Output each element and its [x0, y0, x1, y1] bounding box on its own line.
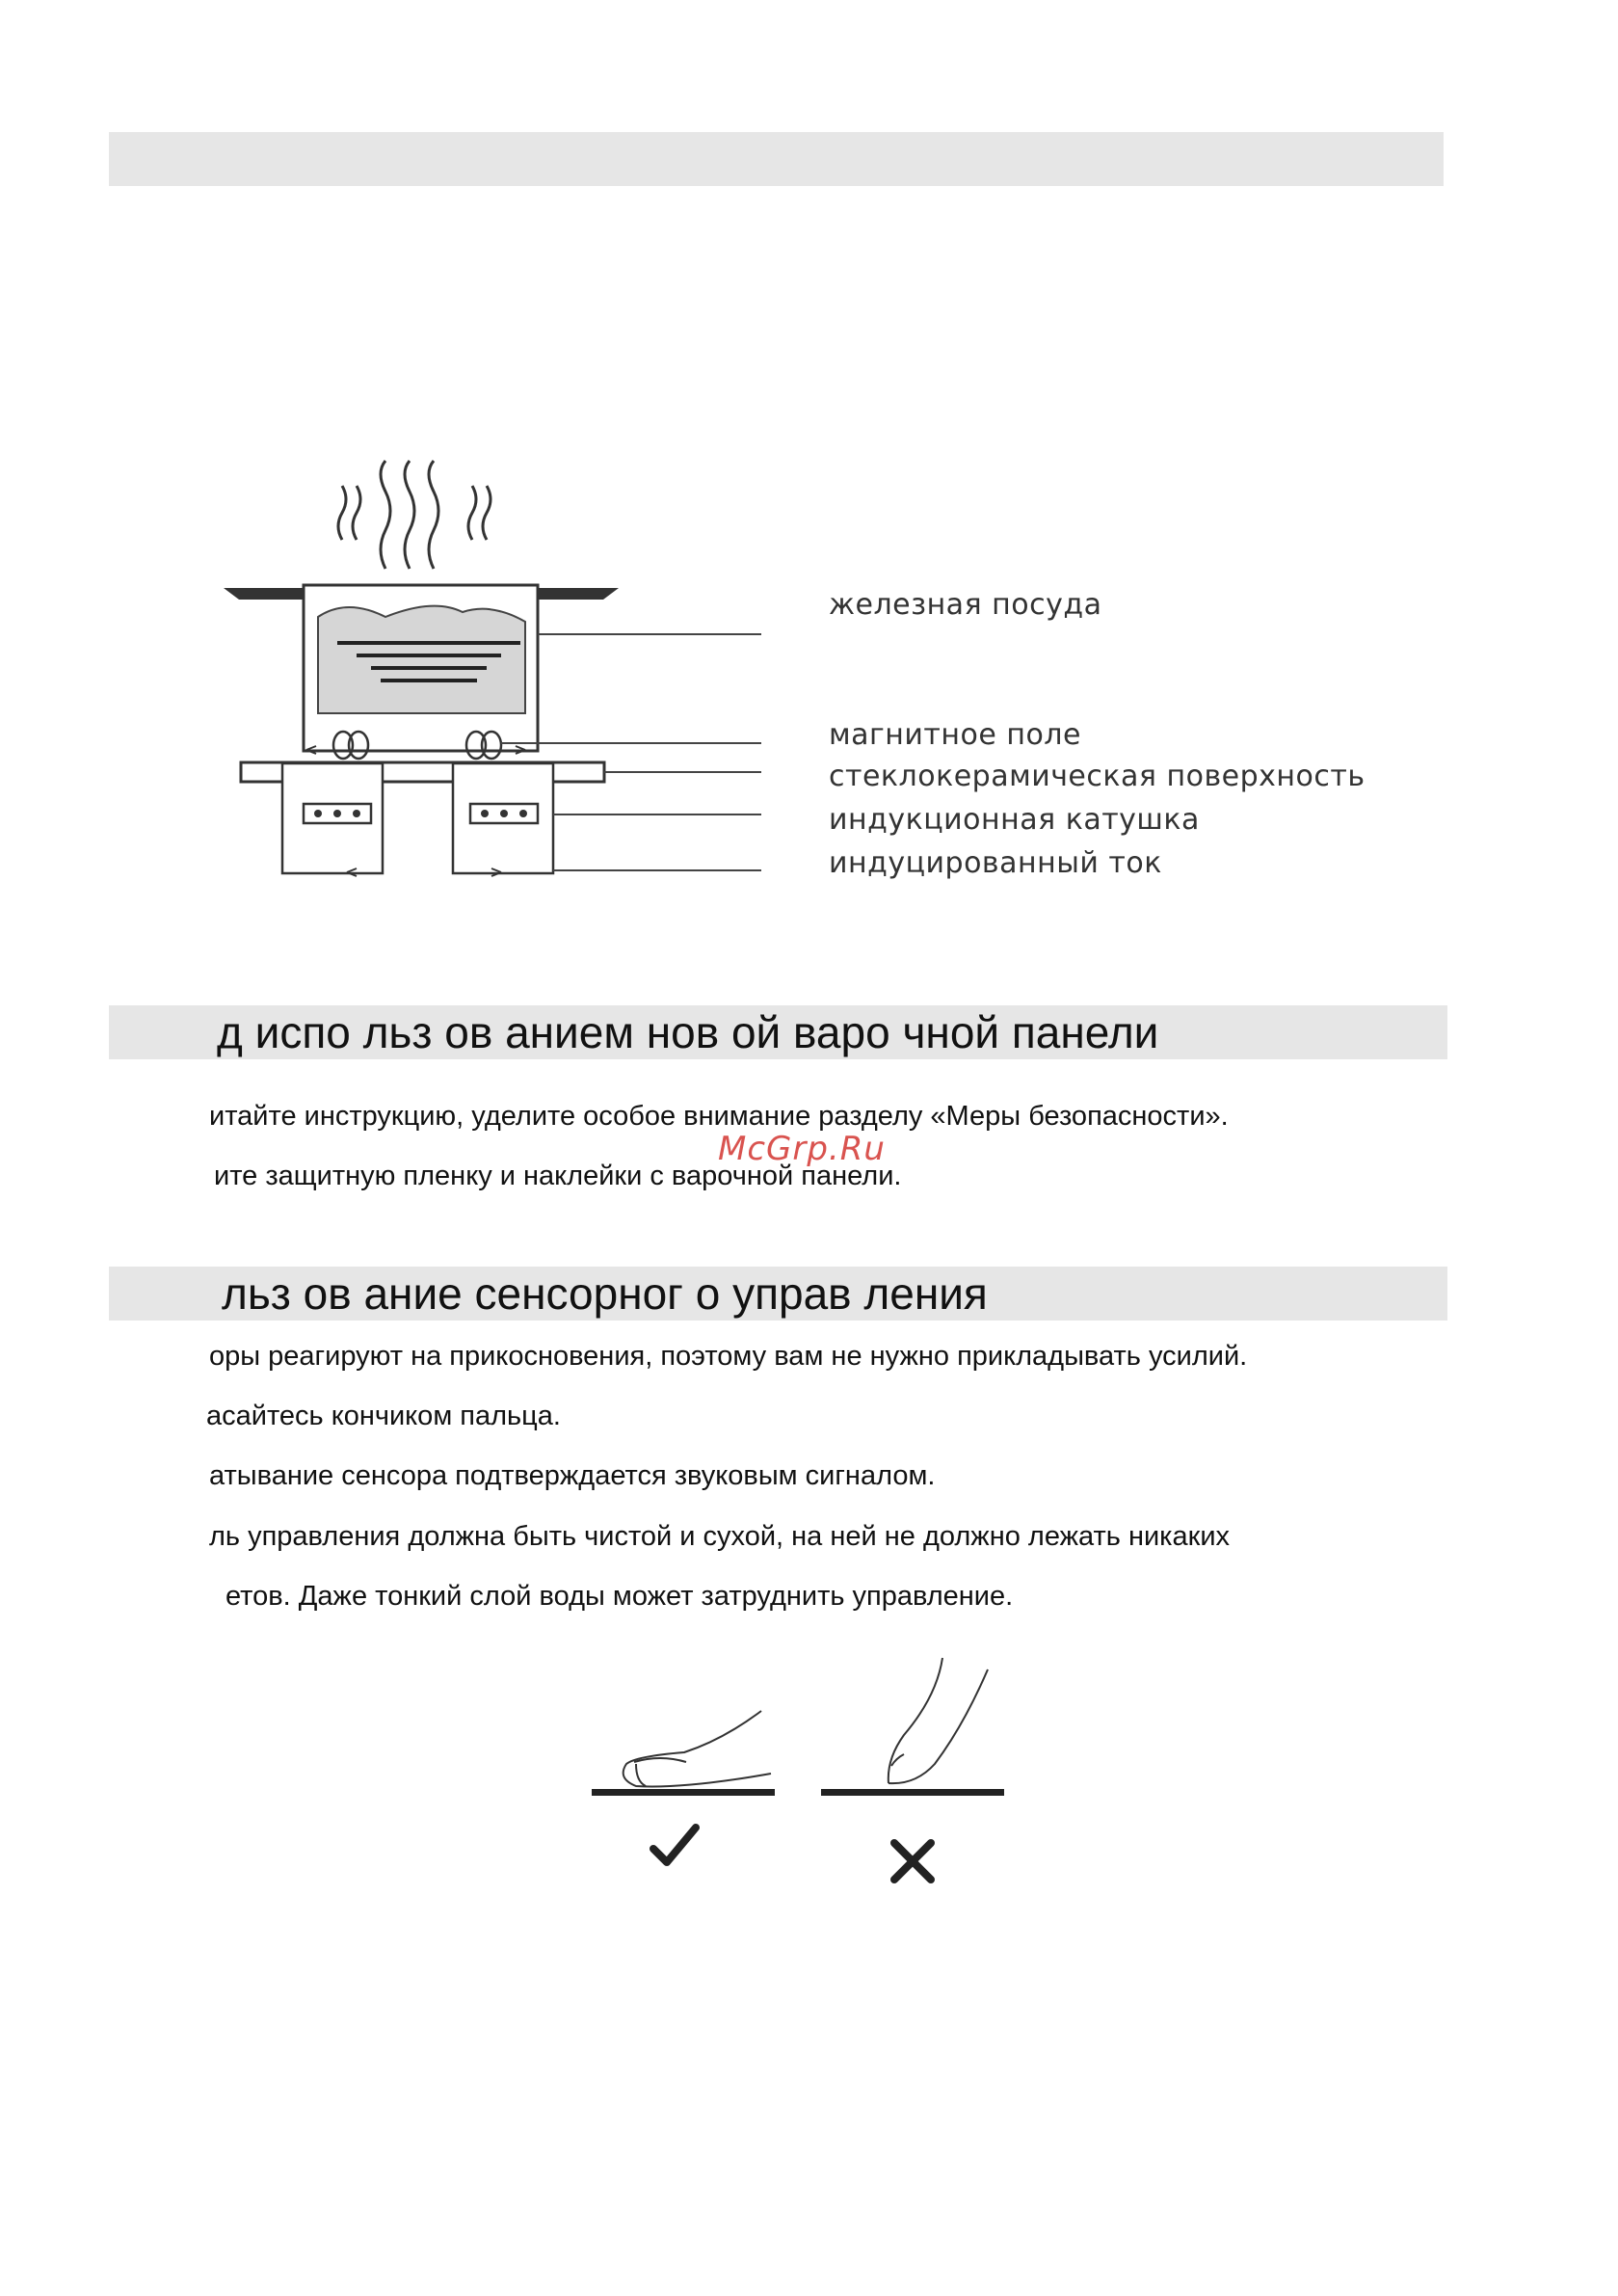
surface-line-right: [821, 1789, 1004, 1796]
label-iron-cookware: железная посуда: [829, 588, 1102, 622]
section2-line-2: асайтесь кончиком пальца.: [206, 1401, 561, 1431]
finger-flat-icon: [623, 1711, 771, 1786]
section1-heading: д испо льз ов анием нов ой варо чной панели: [217, 1007, 1159, 1057]
label-induction-coil: индукционная катушка: [829, 803, 1200, 837]
section2-heading: льз ов ание сенсорног о управ ления: [222, 1268, 988, 1319]
touch-figure: [578, 1658, 1021, 1889]
label-glass-ceramic-surface: стеклокерамическая поверхность: [829, 760, 1366, 793]
label-induced-current: индуцированный ток: [829, 846, 1162, 880]
cross-icon: [894, 1843, 931, 1880]
induction-diagram: [0, 0, 1618, 964]
label-magnetic-field: магнитное поле: [829, 718, 1081, 752]
section1-line-2: ите защитную пленку и наклейки с варочной панели.: [214, 1161, 902, 1191]
check-icon: [653, 1828, 696, 1862]
watermark: McGrp.Ru: [718, 1130, 886, 1168]
finger-tip-icon: [889, 1658, 988, 1783]
steam-icon: [338, 486, 346, 540]
section2-line-1: оры реагируют на прикосновения, поэтому вам не нужно прикладывать усилий.: [209, 1341, 1248, 1372]
section2-line-5: етов. Даже тонкий слой воды может затруднить управление.: [225, 1581, 1014, 1612]
section1-line-1: итайте инструкцию, уделите особое внимание разделу «Меры безопасности».: [209, 1101, 1229, 1132]
section2-line-3: атывание сенсора подтверждается звуковым сигналом.: [209, 1460, 936, 1491]
section2-line-4: ль управления должна быть чистой и сухой, на ней не должно лежать никаких: [209, 1521, 1231, 1552]
surface-line-left: [592, 1789, 775, 1796]
